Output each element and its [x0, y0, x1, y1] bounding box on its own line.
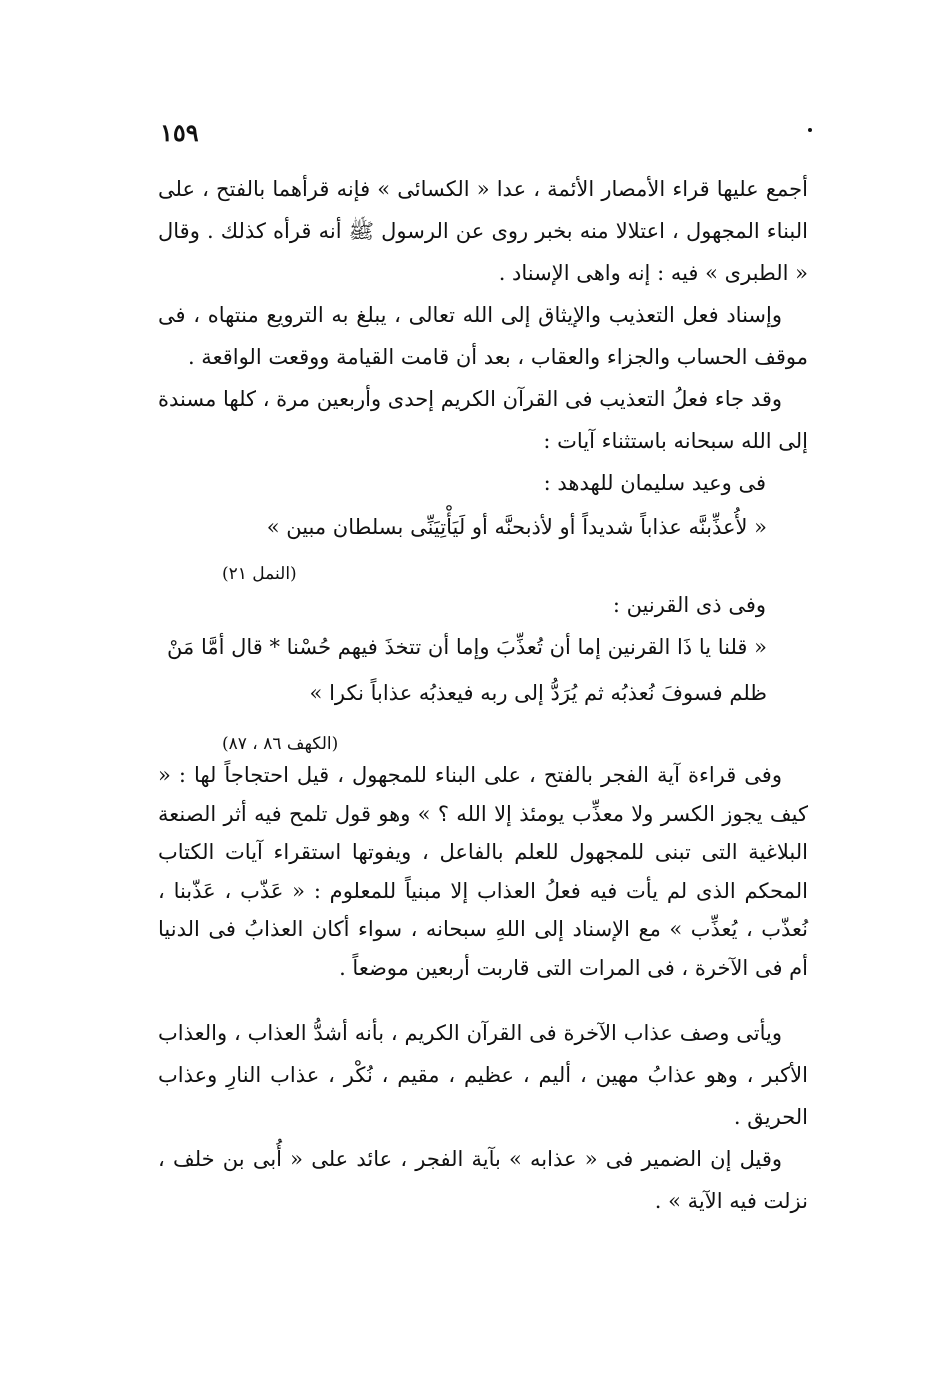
paragraph-1 — [158, 168, 808, 294]
paragraph-2-text: وإسناد فعل التعذيب والإيثاق إلى الله تعالى ، يبلغ به الترويع منتهاه ، فى موقف الحساب والجزاء والعقاب ، بعد أن قامت القيامة ووقعت الواقعة . — [158, 303, 808, 369]
quran-verse-kahf-line-2: ظلم فسوفَ نُعذبُه ثم يُرَدُّ إلى ربه فيعذبُه عذاباً نكرا » — [309, 681, 767, 705]
paragraph-3-text: وقد جاء فعلُ التعذيب فى القرآن الكريم إحدى وأربعين مرة ، كلها مسندة إلى الله سبحانه باستثناء آيات : — [158, 387, 808, 453]
page-dot — [808, 128, 812, 132]
paragraph-5-intro — [158, 584, 766, 626]
paragraph-5-intro-text: وفى ذى القرنين : — [612, 593, 766, 617]
paragraph-7-text: ويأتى وصف عذاب الآخرة فى القرآن الكريم ، بأنه أشدُّ العذاب ، والعذاب الأكبر ، وهو عذابُ مهين ، أليم ، عظيم ، مقيم ، نُكْر ، عذاب النارِ وعذاب الحريق . — [158, 1021, 808, 1129]
paragraph-4-intro-text: فى وعيد سليمان للهدهد : — [543, 471, 766, 495]
paragraph-2 — [158, 294, 808, 378]
paragraph-4-intro — [158, 462, 766, 504]
paragraph-8 — [158, 1138, 808, 1222]
verse-reference-kahf: (الكهف ٨٦ ، ٨٧) — [222, 734, 339, 754]
page-number: ١٥٩ — [160, 118, 199, 147]
paragraph-6-text: وفى قراءة آية الفجر بالفتح ، على البناء للمجهول ، قيل احتجاجاً لها : « كيف يجوز الكسر ولا معذِّب يومئذ إلا الله ؟ » وهو قول تلمح فيه أثر الصنعة البلاغية التى تبنى للمجهول للعلم بالفاعل ، ويفوتها استقراء آيات الكتاب المحكم الذى لم يأت فيه فعلُ العذاب إلا مبنياً للمعلوم : « عَذّب ، عَذّبنا ، نُعذّب ، يُعذِّب » مع الإسناد إلى اللهِ سبحانه ، سواء أكان العذابُ فى الدنيا أم فى الآخرة ، فى المرات التى قاربت أربعين موضعاً . — [158, 763, 808, 980]
paragraph-6 — [158, 756, 808, 987]
verse-reference-naml: (النمل ٢١) — [222, 564, 297, 584]
paragraph-1-text: أجمع عليها قراء الأمصار الأئمة ، عدا « الكسائى » فإنه قرأهما بالفتح ، على البناء المجهول ، اعتلالا منه بخبر روى عن الرسول ﷺ أنه قرأه كذلك . وقال « الطبرى » فيه : إنه واهى الإسناد . — [158, 177, 808, 285]
paragraph-8-text: وقيل إن الضمير فى « عذابه » بآية الفجر ، عائد على « أُبى بن خلف ، نزلت فيه الآية » . — [158, 1147, 808, 1213]
quran-verse-naml: « لأُعذِّبنَّه عذاباً شديداً أو لأذبحنَّه أو لَيَأْتِيَنِّى بسلطان مبين » — [266, 515, 767, 539]
paragraph-7 — [158, 1012, 808, 1138]
paragraph-3 — [158, 378, 808, 462]
quran-verse-kahf-line-1: « قلنا يا ذَا القرنين إما أن تُعذِّبَ وإما أن تتخذَ فيهم حُسْنا * قال أمَّا مَنْ — [167, 635, 767, 659]
